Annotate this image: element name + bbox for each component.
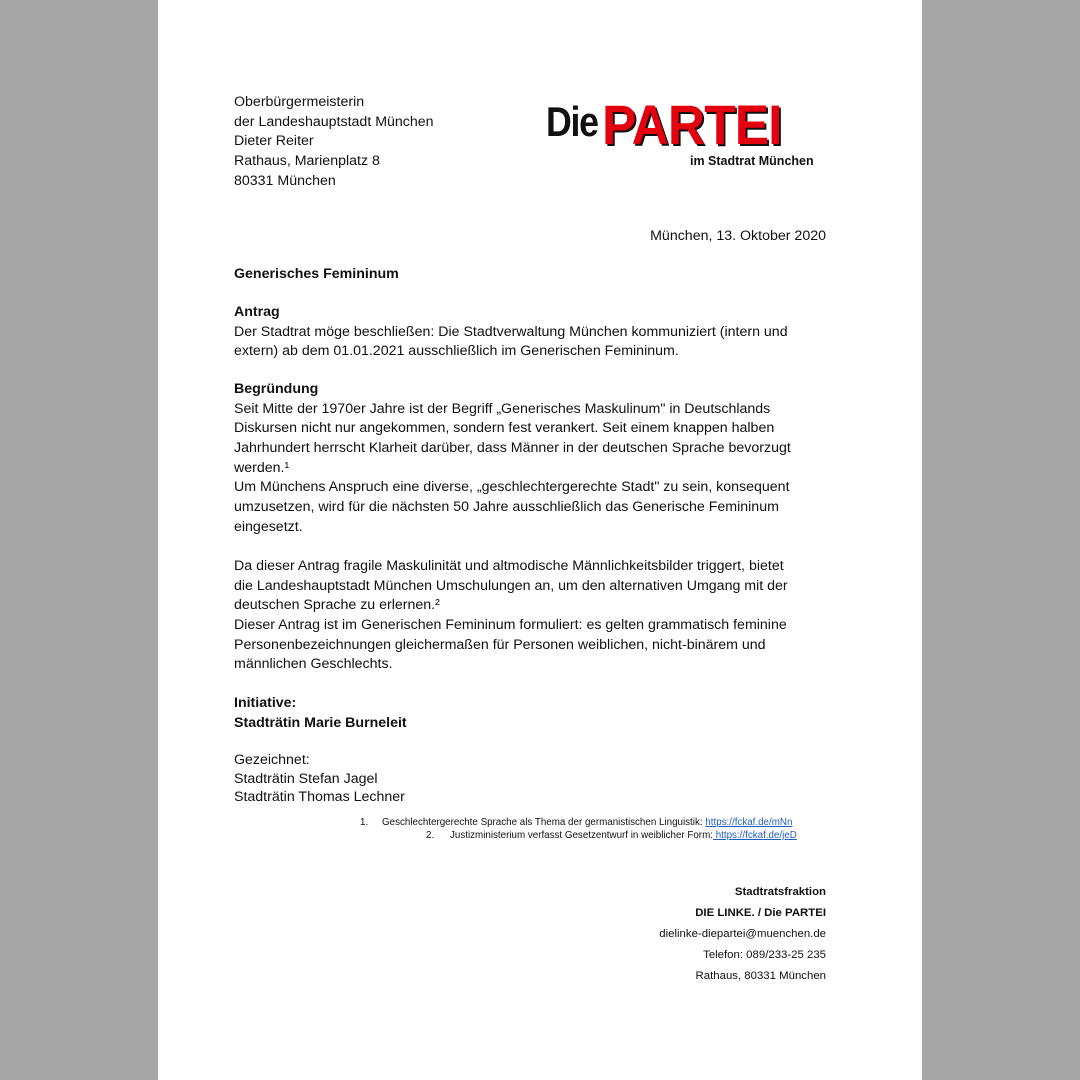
footer-parties: DIE LINKE. / Die PARTEI xyxy=(695,907,826,919)
die-partei-logo xyxy=(546,93,846,176)
initiative-heading: Initiative: xyxy=(234,695,297,711)
recipient-line: 80331 München xyxy=(234,172,336,189)
signed-label: Gezeichnet: xyxy=(234,752,310,768)
begruendung-section xyxy=(234,380,791,538)
initiative-section xyxy=(234,694,407,733)
antrag-heading: Antrag xyxy=(234,304,280,320)
recipient-line: Oberbürgermeisterin xyxy=(234,94,365,110)
begruendung-line: Personenbezeichnungen gleichermaßen für Personen weiblichen, nicht-binärem und xyxy=(234,636,766,653)
begruendung-line: werden.¹ xyxy=(234,459,290,476)
initiative-name: Stadträtin Marie Burneleit xyxy=(234,714,407,731)
footnote-text: Geschlechtergerechte Sprache als Thema der germanistischen Linguistik: xyxy=(382,817,706,828)
antrag-line: extern) ab dem 01.01.2021 ausschließlich im Generischen Femininum. xyxy=(234,343,679,360)
footer-phone: Telefon: 089/233-25 235 xyxy=(703,949,826,961)
contact-footer xyxy=(659,882,826,987)
footer-address: Rathaus, 80331 München xyxy=(695,970,826,982)
recipient-line: Rathaus, Marienplatz 8 xyxy=(234,153,380,170)
document-page xyxy=(158,0,922,1080)
begruendung-section-2 xyxy=(234,557,788,675)
begruendung-line: männlichen Geschlechts. xyxy=(234,656,393,673)
begruendung-heading: Begründung xyxy=(234,381,319,397)
logo-partei-text: PARTEI xyxy=(602,93,782,156)
begruendung-line: eingesetzt. xyxy=(234,518,303,535)
begruendung-line: die Landeshauptstadt München Umschulungen an, um den alternativen Umgang mit der xyxy=(234,577,788,594)
begruendung-line: Seit Mitte der 1970er Jahre ist der Begriff „Generisches Maskulinum" in Deutschlands xyxy=(234,400,771,417)
recipient-line: der Landeshauptstadt München xyxy=(234,113,434,130)
letter-date: München, 13. Oktober 2020 xyxy=(650,228,826,244)
footer-faction: Stadtratsfraktion xyxy=(734,886,826,898)
recipient-address xyxy=(234,93,434,191)
footnote-link[interactable]: https://fckaf.de/mNn xyxy=(705,817,793,828)
recipient-line: Dieter Reiter xyxy=(234,133,314,150)
begruendung-line: Diskursen nicht nur angekommen, sondern fest verankert. Seit einem knappen halben xyxy=(234,420,775,437)
footnote-number: 2. xyxy=(426,830,435,841)
begruendung-line: Jahrhundert herrscht Klarheit darüber, dass Männer in der deutschen Sprache bevorzugt xyxy=(234,440,791,457)
antrag-section xyxy=(234,303,788,362)
signed-name: Stadträtin Stefan Jagel xyxy=(234,770,378,787)
document-title: Generisches Femininum xyxy=(234,266,399,282)
begruendung-line: umzusetzen, wird für die nächsten 50 Jahre ausschließlich das Generische Femininum xyxy=(234,499,779,516)
begruendung-line: Da dieser Antrag fragile Maskulinität und altmodische Männlichkeitsbilder triggert, bietet xyxy=(234,558,784,574)
antrag-line: Der Stadtrat möge beschließen: Die Stadtverwaltung München kommuniziert (intern und xyxy=(234,323,788,340)
begruendung-line: Um Münchens Anspruch eine diverse, „geschlechtergerechte Stadt" zu sein, konsequent xyxy=(234,479,790,496)
signed-section xyxy=(234,751,405,807)
logo-subtitle: im Stadtrat München xyxy=(690,154,814,168)
footnote-number: 1. xyxy=(360,817,369,828)
signed-name: Stadträtin Thomas Lechner xyxy=(234,789,405,805)
footnote-text: Justizministerium verfasst Gesetzentwurf in weiblicher Form: xyxy=(450,830,713,841)
logo-die-text: Die xyxy=(546,98,598,145)
begruendung-line: Dieser Antrag ist im Generischen Femininum formuliert: es gelten grammatisch feminine xyxy=(234,617,787,634)
footer-email: dielinke-diepartei@muenchen.de xyxy=(659,928,826,940)
footnote-link[interactable]: https://fckaf.de/jeD xyxy=(712,830,797,841)
begruendung-line: deutschen Sprache zu erlernen.² xyxy=(234,597,440,614)
